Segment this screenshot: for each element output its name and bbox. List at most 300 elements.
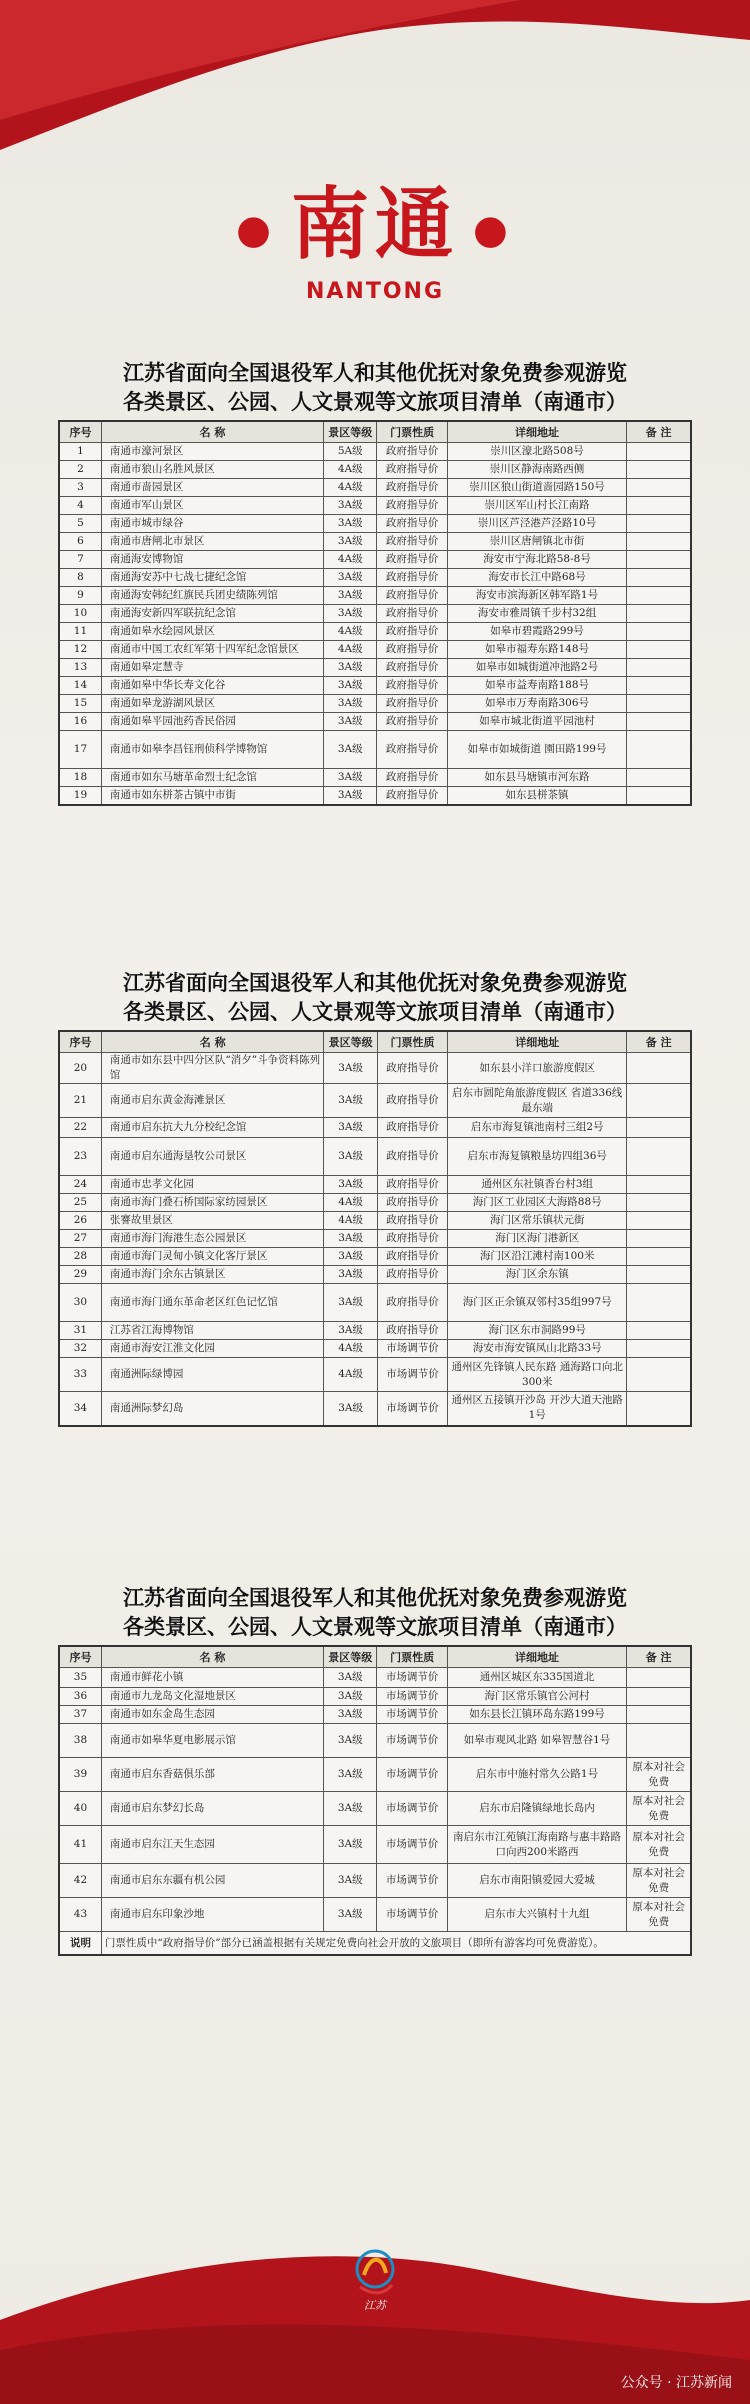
table-cell: 海安市海安镇凤山北路33号	[448, 1340, 627, 1358]
table-cell: 南通市启东江天生态园	[101, 1826, 323, 1864]
table-cell: 24	[59, 1176, 101, 1194]
attraction-table	[58, 1030, 692, 1427]
table-cell: 南通如皋平园池药香民俗园	[101, 713, 323, 731]
table-cell: 37	[59, 1706, 101, 1724]
table-cell	[627, 1392, 691, 1426]
table-cell: 海安市雅周镇千步村32组	[447, 605, 626, 623]
table-cell: 海门区工业园区大海路88号	[448, 1194, 627, 1212]
table-cell	[627, 731, 691, 769]
table-row	[59, 497, 691, 515]
table-row	[59, 1266, 691, 1284]
table-cell: 政府指导价	[377, 1138, 447, 1176]
table-row	[59, 1724, 691, 1758]
table-cell: 6	[59, 533, 101, 551]
table-row	[59, 1688, 691, 1706]
table-cell: 政府指导价	[377, 515, 447, 533]
table-cell: 原本对社会免费	[627, 1826, 691, 1864]
table-cell: 崇川区军山村长江南路	[447, 497, 626, 515]
table-cell: 3A级	[324, 497, 377, 515]
column-header: 详细地址	[447, 421, 626, 443]
table-cell: 政府指导价	[377, 641, 447, 659]
table-row	[59, 695, 691, 713]
table-cell	[627, 641, 691, 659]
table-cell: 13	[59, 659, 101, 677]
table-cell: 启东市海复镇粮垦坊四组36号	[448, 1138, 627, 1176]
table-cell: 政府指导价	[377, 1266, 447, 1284]
table-cell: 政府指导价	[377, 1322, 447, 1340]
title-dot-left-icon: ●	[236, 206, 277, 253]
table-cell: 政府指导价	[377, 1248, 447, 1266]
table-cell: 原本对社会免费	[627, 1864, 691, 1898]
table-cell: 如皋市如城街道冲池路2号	[447, 659, 626, 677]
table-cell: 南通市启东梦幻长岛	[101, 1792, 323, 1826]
table-row	[59, 731, 691, 769]
table-cell: 市场调节价	[377, 1340, 447, 1358]
table-cell: 南通市如东马塘革命烈士纪念馆	[101, 769, 323, 787]
table-cell: 15	[59, 695, 101, 713]
note-row	[59, 1932, 691, 1956]
table-cell: 南通市如东县中四分区队“消夕”斗争资料陈列馆	[101, 1053, 324, 1084]
table-row	[59, 1053, 691, 1084]
table-cell: 南通市启东香菇俱乐部	[101, 1758, 323, 1792]
table-cell: 通州区先锋镇人民东路 通海路口向北300米	[448, 1358, 627, 1392]
table-cell: 3A级	[324, 731, 377, 769]
table-cell	[627, 1706, 691, 1724]
table-cell: 政府指导价	[377, 1053, 447, 1084]
table-cell: 原本对社会免费	[627, 1792, 691, 1826]
table-cell: 42	[59, 1864, 101, 1898]
table-cell: 南通市鲜花小镇	[101, 1668, 323, 1688]
table-cell: 南通洲际梦幻岛	[101, 1392, 324, 1426]
table-cell: 海门区余东镇	[448, 1266, 627, 1284]
table-row	[59, 1194, 691, 1212]
attraction-table	[58, 1645, 692, 1956]
table-cell: 南通市海安江淮文化园	[101, 1340, 324, 1358]
table-cell: 3A级	[324, 1392, 377, 1426]
table-cell: 市场调节价	[377, 1358, 447, 1392]
table-cell	[627, 1688, 691, 1706]
table-row	[59, 479, 691, 497]
table-cell: 3A级	[324, 569, 377, 587]
column-header: 详细地址	[447, 1646, 626, 1668]
table-cell: 南通如皋水绘园风景区	[101, 623, 323, 641]
table-cell: 3A级	[324, 1138, 377, 1176]
table-cell: 海门区正余镇双邻村35组997号	[448, 1284, 627, 1322]
table-cell: 政府指导价	[377, 605, 447, 623]
table-cell: 如皋市万寿南路306号	[447, 695, 626, 713]
table-cell	[627, 623, 691, 641]
table-cell: 3A级	[324, 659, 377, 677]
table-cell: 政府指导价	[377, 677, 447, 695]
table-cell: 南通海安新四军联抗纪念馆	[101, 605, 323, 623]
section-title	[58, 968, 692, 1026]
column-header: 门票性质	[377, 1646, 447, 1668]
table-cell: 3A级	[324, 1284, 377, 1322]
table-cell: 3A级	[324, 605, 377, 623]
table-cell: 4A级	[324, 1212, 377, 1230]
table-cell: 3A级	[324, 533, 377, 551]
table-cell: 3A级	[324, 1688, 377, 1706]
column-header: 序号	[59, 1646, 101, 1668]
table-cell: 3A级	[324, 695, 377, 713]
table-row	[59, 1118, 691, 1138]
table-row	[59, 1898, 691, 1932]
table-cell: 南通市海门海港生态公园景区	[101, 1230, 324, 1248]
table-cell: 39	[59, 1758, 101, 1792]
table-cell: 22	[59, 1118, 101, 1138]
table-cell: 3A级	[324, 1084, 377, 1118]
table-cell: 28	[59, 1248, 101, 1266]
table-cell: 政府指导价	[377, 461, 447, 479]
table-cell: 政府指导价	[377, 787, 447, 805]
table-cell: 20	[59, 1053, 101, 1084]
table-row	[59, 641, 691, 659]
table-cell: 政府指导价	[377, 659, 447, 677]
table-row	[59, 1138, 691, 1176]
table-cell: 南通市海门通东革命老区红色记忆馆	[101, 1284, 324, 1322]
table-cell: 4A级	[324, 1358, 377, 1392]
table-cell	[627, 1322, 691, 1340]
table-cell: 海安市滨海新区韩军路1号	[447, 587, 626, 605]
table-row	[59, 1358, 691, 1392]
table-cell	[627, 787, 691, 805]
table-cell: 南通市狼山名胜风景区	[101, 461, 323, 479]
table-cell: 南通如皋定慧寺	[101, 659, 323, 677]
table-row	[59, 533, 691, 551]
note-text: 门票性质中“政府指导价”部分已涵盖根据有关规定免费向社会开放的文旅项目（即所有游客均可免费游览）。	[101, 1932, 691, 1956]
column-header: 景区等级	[324, 1031, 377, 1053]
column-header: 名 称	[101, 421, 323, 443]
title-dot-right-icon: ●	[473, 206, 514, 253]
table-cell: 3A级	[324, 515, 377, 533]
table-cell: 29	[59, 1266, 101, 1284]
table-cell: 21	[59, 1084, 101, 1118]
svg-text:江苏: 江苏	[364, 2299, 386, 2312]
table-cell: 如皋市如城街道 園田路199号	[447, 731, 626, 769]
table-row	[59, 461, 691, 479]
table-cell: 27	[59, 1230, 101, 1248]
table-cell: 海门区常乐镇状元街	[448, 1212, 627, 1230]
table-cell: 南通市海门叠石桥国际家纺园景区	[101, 1194, 324, 1212]
table-cell: 江苏省江海博物馆	[101, 1322, 324, 1340]
table-cell: 市场调节价	[377, 1706, 447, 1724]
table-cell: 政府指导价	[377, 1176, 447, 1194]
table-cell: 海安市长江中路68号	[447, 569, 626, 587]
table-cell: 3A级	[324, 677, 377, 695]
table-cell	[627, 1176, 691, 1194]
table-row	[59, 787, 691, 805]
table-cell: 海安市宁海北路58-8号	[447, 551, 626, 569]
table-cell: 5A级	[324, 443, 377, 461]
table-row	[59, 1176, 691, 1194]
section-title	[58, 358, 692, 416]
table-cell	[627, 1194, 691, 1212]
table-cell: 政府指导价	[377, 533, 447, 551]
table-cell: 26	[59, 1212, 101, 1230]
table-cell: 通州区东社镇香台村3组	[448, 1176, 627, 1194]
city-name-cn: 南通	[290, 180, 459, 270]
table-cell: 政府指导价	[377, 1212, 447, 1230]
table-cell: 市场调节价	[377, 1864, 447, 1898]
table-cell: 3A级	[324, 769, 377, 787]
table-cell: 30	[59, 1284, 101, 1322]
table-cell	[627, 1118, 691, 1138]
column-header: 景区等级	[324, 1646, 377, 1668]
table-cell	[627, 713, 691, 731]
table-cell: 8	[59, 569, 101, 587]
table-row	[59, 713, 691, 731]
table-cell: 南通市海门余东古镇景区	[101, 1266, 324, 1284]
table-cell: 南通市城市绿谷	[101, 515, 323, 533]
table-cell: 南通市忠孝文化园	[101, 1176, 324, 1194]
table-cell: 南通市启东通海垦牧公司景区	[101, 1138, 324, 1176]
table-cell: 3A级	[324, 1724, 377, 1758]
table-row	[59, 443, 691, 461]
table-cell: 海门区东市洞路99号	[448, 1322, 627, 1340]
table-cell: 12	[59, 641, 101, 659]
table-row	[59, 769, 691, 787]
table-cell: 3A级	[324, 1266, 377, 1284]
table-cell: 40	[59, 1792, 101, 1826]
column-header: 详细地址	[448, 1031, 627, 1053]
table-cell: 市场调节价	[377, 1688, 447, 1706]
table-cell: 南启东市江苑镇江海南路与惠丰路路口向西200米路西	[447, 1826, 626, 1864]
table-cell: 3A级	[324, 1248, 377, 1266]
table-cell	[627, 1248, 691, 1266]
table-cell: 2	[59, 461, 101, 479]
table-cell: 启东市启隆镇绿地长岛内	[447, 1792, 626, 1826]
page-header	[0, 180, 750, 304]
table-cell	[627, 533, 691, 551]
section-title-line-1: 江苏省面向全国退役军人和其他优抚对象免费参观游览	[123, 970, 627, 995]
table-cell: 通州区五接镇开沙岛 开沙大道天池路1号	[448, 1392, 627, 1426]
section-title-line-2: 各类景区、公园、人文景观等文旅项目清单（南通市）	[123, 389, 627, 414]
table-cell	[627, 587, 691, 605]
table-row	[59, 587, 691, 605]
table-cell	[627, 1358, 691, 1392]
table-cell: 31	[59, 1322, 101, 1340]
table-cell: 南通海安韩纪红旗民兵团史绩陈列馆	[101, 587, 323, 605]
table-cell: 3A级	[324, 1668, 377, 1688]
column-header: 景区等级	[324, 421, 377, 443]
jiangsu-culture-tourism-logo-icon	[338, 2245, 412, 2315]
table-row	[59, 1340, 691, 1358]
table-cell	[627, 461, 691, 479]
table-cell	[627, 605, 691, 623]
table-cell: 海门区沿江滩村南100米	[448, 1248, 627, 1266]
table-cell: 政府指导价	[377, 1118, 447, 1138]
table-cell: 南通如皋龙游湖风景区	[101, 695, 323, 713]
table-cell: 4A级	[324, 623, 377, 641]
table-row	[59, 1322, 691, 1340]
table-cell	[627, 479, 691, 497]
table-cell: 政府指导价	[377, 1084, 447, 1118]
table-cell: 政府指导价	[377, 713, 447, 731]
table-row	[59, 623, 691, 641]
table-row	[59, 1248, 691, 1266]
table-cell	[627, 677, 691, 695]
table-cell: 南通市启东黄金海滩景区	[101, 1084, 324, 1118]
table-cell: 3A级	[324, 1826, 377, 1864]
table-cell: 41	[59, 1826, 101, 1864]
table-cell: 原本对社会免费	[627, 1758, 691, 1792]
table-cell	[627, 551, 691, 569]
city-title	[0, 180, 750, 275]
table-cell: 11	[59, 623, 101, 641]
column-header: 序号	[59, 1031, 101, 1053]
table-cell: 25	[59, 1194, 101, 1212]
table-cell: 17	[59, 731, 101, 769]
table-cell: 38	[59, 1724, 101, 1758]
table-cell: 4A级	[324, 641, 377, 659]
table-row	[59, 1864, 691, 1898]
table-cell: 市场调节价	[377, 1792, 447, 1826]
table-row	[59, 1212, 691, 1230]
column-header: 门票性质	[377, 1031, 447, 1053]
table-cell: 政府指导价	[377, 497, 447, 515]
table-row	[59, 1758, 691, 1792]
table-cell: 3A级	[324, 713, 377, 731]
table-cell: 市场调节价	[377, 1826, 447, 1864]
table-cell: 崇川区静海南路西侧	[447, 461, 626, 479]
table-cell: 政府指导价	[377, 769, 447, 787]
table-cell	[627, 443, 691, 461]
table-cell: 南通市如东金岛生态园	[101, 1706, 323, 1724]
table-cell: 3A级	[324, 1792, 377, 1826]
table-cell: 政府指导价	[377, 569, 447, 587]
table-cell	[627, 1266, 691, 1284]
table-cell	[627, 659, 691, 677]
table-row	[59, 1706, 691, 1724]
table-cell: 3A级	[324, 1706, 377, 1724]
table-cell	[627, 1668, 691, 1688]
note-label: 说明	[59, 1932, 101, 1956]
table-cell: 如东县小洋口旅游度假区	[448, 1053, 627, 1084]
table-cell: 3A级	[324, 1322, 377, 1340]
table-row	[59, 605, 691, 623]
table-cell: 36	[59, 1688, 101, 1706]
table-cell: 如皋市益寿南路188号	[447, 677, 626, 695]
table-row	[59, 1668, 691, 1688]
table-cell: 4A级	[324, 461, 377, 479]
table-cell	[627, 1212, 691, 1230]
table-cell: 南通海安苏中七战七捷纪念馆	[101, 569, 323, 587]
table-cell: 32	[59, 1340, 101, 1358]
table-cell: 南通市中国工农红军第十四军纪念馆景区	[101, 641, 323, 659]
table-cell: 启东市圆陀角旅游度假区 省道336线最东端	[448, 1084, 627, 1118]
table-cell: 政府指导价	[377, 731, 447, 769]
table-cell: 南通市濠河景区	[101, 443, 323, 461]
table-cell: 16	[59, 713, 101, 731]
table-cell: 如皋市城北街道平园池村	[447, 713, 626, 731]
table-cell: 启东市大兴镇村十九组	[447, 1898, 626, 1932]
table-cell: 崇川区濠北路508号	[447, 443, 626, 461]
table-cell: 3A级	[324, 1898, 377, 1932]
table-cell: 3A级	[324, 1118, 377, 1138]
table-cell: 3A级	[324, 1230, 377, 1248]
table-cell: 南通市如皋李昌钰刑侦科学博物馆	[101, 731, 323, 769]
table-cell: 南通洲际绿博园	[101, 1358, 324, 1392]
table-cell	[627, 569, 691, 587]
table-cell: 9	[59, 587, 101, 605]
table-cell: 政府指导价	[377, 1230, 447, 1248]
table-row	[59, 1284, 691, 1322]
top-red-wave-decoration	[0, 0, 750, 200]
table-cell: 启东市南阳镇爱园大爱城	[447, 1864, 626, 1898]
table-cell: 如东县栟茶镇	[447, 787, 626, 805]
table-cell	[627, 1138, 691, 1176]
table-cell	[627, 769, 691, 787]
section-title-line-2: 各类景区、公园、人文景观等文旅项目清单（南通市）	[123, 999, 627, 1024]
table-row	[59, 1826, 691, 1864]
table-cell: 市场调节价	[377, 1898, 447, 1932]
column-header: 门票性质	[377, 421, 447, 443]
table-cell: 3A级	[324, 787, 377, 805]
table-cell	[627, 515, 691, 533]
column-header: 备 注	[627, 421, 691, 443]
table-cell: 政府指导价	[377, 623, 447, 641]
table-cell: 10	[59, 605, 101, 623]
table-cell: 3A级	[324, 1176, 377, 1194]
table-cell: 3A级	[324, 1053, 377, 1084]
table-cell: 通州区城区东335国道北	[447, 1668, 626, 1688]
table-cell: 海门区海门港新区	[448, 1230, 627, 1248]
city-name-en: NANTONG	[305, 278, 445, 304]
table-cell	[627, 695, 691, 713]
table-cell: 4A级	[324, 479, 377, 497]
table-cell: 政府指导价	[377, 551, 447, 569]
column-header: 备 注	[627, 1646, 691, 1668]
table-cell: 政府指导价	[377, 1284, 447, 1322]
section-title	[58, 1583, 692, 1641]
list-section-1	[58, 358, 692, 806]
table-cell: 34	[59, 1392, 101, 1426]
table-cell: 19	[59, 787, 101, 805]
section-title-line-1: 江苏省面向全国退役军人和其他优抚对象免费参观游览	[123, 1585, 627, 1610]
column-header: 备 注	[627, 1031, 691, 1053]
table-cell: 市场调节价	[377, 1724, 447, 1758]
column-header: 名 称	[101, 1646, 323, 1668]
table-cell: 政府指导价	[377, 1194, 447, 1212]
table-cell: 如东县长江镇环岛东路199号	[447, 1706, 626, 1724]
table-cell: 南通如皋中华长寿文化谷	[101, 677, 323, 695]
table-row	[59, 1392, 691, 1426]
table-cell: 4	[59, 497, 101, 515]
table-row	[59, 515, 691, 533]
table-cell: 政府指导价	[377, 695, 447, 713]
table-cell: 如皋市碧霞路299号	[447, 623, 626, 641]
table-cell: 4A级	[324, 551, 377, 569]
table-header-row	[59, 1646, 691, 1668]
table-cell: 如东县马塘镇市河东路	[447, 769, 626, 787]
table-cell: 崇川区唐闸镇北市街	[447, 533, 626, 551]
table-cell: 崇川区芦泾港芦泾路10号	[447, 515, 626, 533]
table-cell: 南通海安博物馆	[101, 551, 323, 569]
table-cell	[627, 497, 691, 515]
table-cell: 海门区常乐镇官公河村	[447, 1688, 626, 1706]
table-cell: 南通市军山景区	[101, 497, 323, 515]
table-cell: 23	[59, 1138, 101, 1176]
table-cell: 启东市海复镇池南村三组2号	[448, 1118, 627, 1138]
table-cell	[627, 1284, 691, 1322]
table-cell: 启东市中施村常久公路1号	[447, 1758, 626, 1792]
table-cell: 南通市海门灵甸小镇文化客厅景区	[101, 1248, 324, 1266]
table-cell: 南通市启东印象沙地	[101, 1898, 323, 1932]
table-row	[59, 1792, 691, 1826]
table-cell: 政府指导价	[377, 479, 447, 497]
table-cell	[627, 1724, 691, 1758]
table-row	[59, 1230, 691, 1248]
